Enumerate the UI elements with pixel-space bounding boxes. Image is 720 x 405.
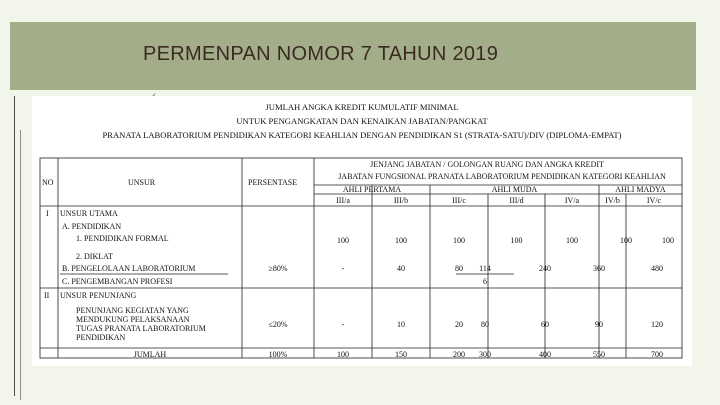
- b-value-iii-d: 114: [479, 264, 491, 273]
- header-unsur: UNSUR: [128, 178, 156, 187]
- sec1-a1: 1. PENDIDIKAN FORMAL: [76, 234, 169, 243]
- a1-value-iv-c: 100: [662, 236, 674, 245]
- a1-value-iii-a: 100: [337, 236, 349, 245]
- grade-iii-c: III/c: [452, 196, 466, 205]
- sec2-no: II: [44, 291, 50, 300]
- total-value-iii-a: 100: [337, 350, 349, 359]
- sec2-value-iii-c: 20: [455, 320, 463, 329]
- grade-iii-b: III/b: [393, 196, 409, 205]
- sec2-label: UNSUR PENUNJANG: [60, 291, 137, 300]
- sec2-value-iii-d: 80: [481, 320, 489, 329]
- a1-value-iv-b: 100: [620, 236, 632, 245]
- sec1-no: I: [46, 209, 49, 218]
- total-value-iv-c: 700: [651, 350, 663, 359]
- sec1-a2: 2. DIKLAT: [76, 252, 113, 261]
- level-ahli-pertama: AHLI PERTAMA: [342, 185, 402, 194]
- level-ahli-madya: AHLI MADYA: [615, 185, 666, 194]
- grade-iv-c: IV/c: [646, 196, 662, 205]
- sec1-label: UNSUR UTAMA: [60, 209, 118, 218]
- header-persentase: PERSENTASE: [248, 178, 298, 187]
- sec2-desc-1: PENUNJANG KEGIATAN YANG: [76, 306, 189, 315]
- total-value-iii-b: 150: [395, 350, 407, 359]
- b-value-iii-a: -: [341, 264, 345, 273]
- a1-value-iii-b: 100: [395, 236, 407, 245]
- sec2-value-iii-b: 10: [397, 320, 405, 329]
- b-value-iv-c: 480: [651, 264, 663, 273]
- grade-iii-d: III/d: [509, 196, 524, 205]
- b-value-iii-c: 80: [455, 264, 463, 273]
- sec2-value-iii-a: -: [341, 320, 345, 329]
- sec1-b: B. PENGELOLAAN LABORATORIUM: [62, 264, 196, 273]
- sec2-value-iv-a: 60: [541, 320, 549, 329]
- b-value-iii-b: 40: [397, 264, 405, 273]
- doc-heading-line-2: UNTUK PENGANGKATAN DAN KENAIKAN JABATAN/PANGKAT: [236, 116, 488, 126]
- grade-iii-a: III/a: [336, 196, 350, 205]
- sec2-desc-2: MENDUKUNG PELAKSANAAN: [76, 315, 190, 324]
- total-value-iii-d: 300: [479, 350, 491, 359]
- header-group-2: JABATAN FUNGSIONAL PRANATA LABORATORIUM PENDIDIKAN KATEGORI KEAHLIAN: [338, 172, 666, 181]
- doc-heading-line-3: PRANATA LABORATORIUM PENDIDIKAN KATEGORI KEAHLIAN DENGAN PENDIDIKAN S1 (STRATA-SATU)/DIV (DIPLOMA-EMPAT): [102, 130, 622, 140]
- total-value-iv-a: 400: [539, 350, 551, 359]
- sec1-a: A. PENDIDIKAN: [62, 222, 122, 231]
- decorative-line-left-2: [20, 130, 21, 400]
- grade-iv-b: IV/b: [605, 196, 620, 205]
- sec2-value-iv-b: 90: [595, 320, 603, 329]
- a1-value-iii-d: 100: [510, 236, 523, 245]
- grade-iv-a: IV/a: [564, 196, 580, 205]
- doc-heading-line-1: JUMLAH ANGKA KREDIT KUMULATIF MINIMAL: [265, 102, 459, 112]
- a1-value-iv-a: 100: [566, 236, 578, 245]
- decorative-line-left: [14, 96, 15, 396]
- total-value-iii-c: 200: [453, 350, 465, 359]
- a1-value-iii-c: 100: [453, 236, 465, 245]
- b-value-extra: 6: [483, 277, 487, 286]
- sec2-desc-4: PENDIDIKAN: [76, 333, 126, 342]
- b-value-iv-a: 240: [539, 264, 551, 273]
- header-no: NO: [42, 178, 54, 187]
- document-image: [32, 96, 692, 366]
- header-group-1: JENJANG JABATAN / GOLONGAN RUANG DAN ANGKA KREDIT: [370, 160, 604, 169]
- total-value-iv-b: 550: [593, 350, 605, 359]
- sec2-desc-3: TUGAS PRANATA LABORATORIUM: [76, 324, 206, 333]
- sec2-percentage: ≤20%: [268, 320, 288, 329]
- total-percentage: 100%: [268, 350, 288, 359]
- sec2-value-iv-c: 120: [651, 320, 663, 329]
- b-value-iv-b: 360: [593, 264, 605, 273]
- level-ahli-muda: AHLI MUDA: [491, 185, 538, 194]
- sec1-percentage: ≥80%: [268, 264, 288, 273]
- slide-title: PERMENPAN NOMOR 7 TAHUN 2019: [143, 43, 499, 65]
- total-label: JUMLAH: [133, 350, 167, 359]
- sec1-c: C. PENGEMBANGAN PROFESI: [62, 277, 173, 286]
